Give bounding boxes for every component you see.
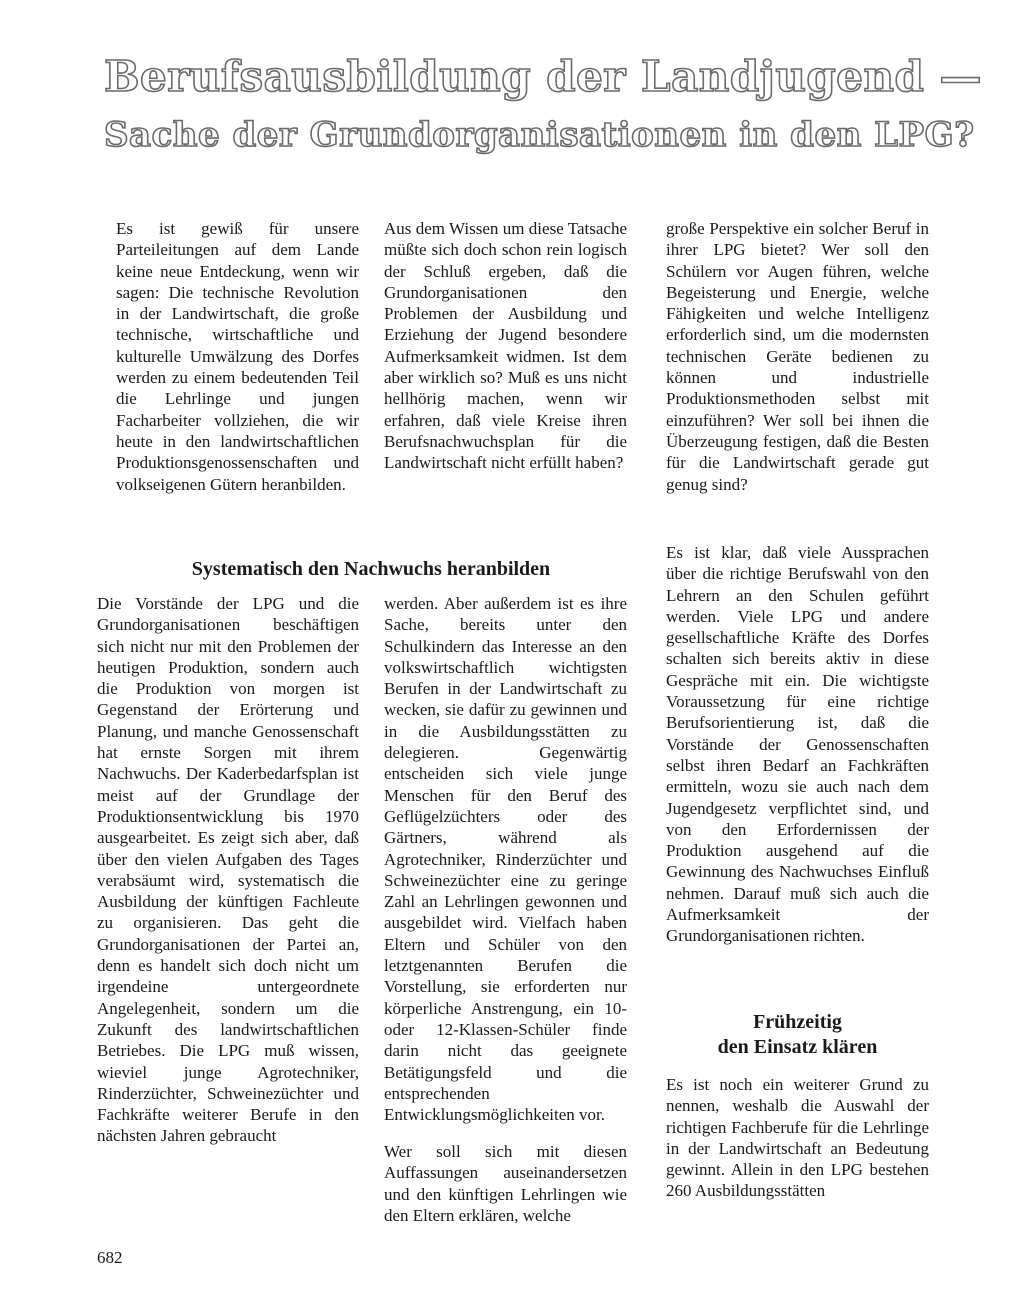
article-title-line-1: Berufsausbildung der Landjugend — [104,52,983,101]
section1-paragraph-col2-second: Wer soll sich mit diesen Auffassungen auseinandersetzen und den künftigen Lehrlingen wie den Eltern erklären, welche [384,1142,627,1225]
section-heading-einsatz [666,1010,929,1060]
section2-paragraph-col3: Es ist noch ein weiterer Grund zu nennen, weshalb die Auswahl der richtigen Fachberufe für die Lehrlinge in der Landwirtschaft an Bedeutung gewinnt. Allein in den LPG bestehen 260 Ausbildungsstätten [666,1075,929,1201]
section-heading-einsatz-line-1: Frühzeitig [753,1011,842,1033]
section1-paragraph-col2: werden. Aber außerdem ist es ihre Sache, bereits unter den Schulkindern das Interesse an den volkswirtschaftlich wichtigsten Berufen in der Landwirtschaft zu wecken, sie dafür zu gewinnen und in die Ausbildungsstätten zu delegieren. Gegenwärtig entscheiden sich viele junge Menschen für den Beruf des Geflügelzüchters oder des Gärtners, während als Agrotechniker, Rinderzüchter und Schweinezüchter eine zu geringe Zahl an Lehrlingen gewonnen und ausgebildet wird. Vielfach haben Eltern und Schüler von den letztgenannten Berufen die Vorstellung, sie erforderten nur körperliche Anstrengung, ein 10- oder 12-Klassen-Schüler finde darin nicht das geeignete Betätigungsfeld und die entsprechenden Entwicklungsmöglichkeiten vor. [384,594,627,1125]
col3-berufsorientierung-paragraph: Es ist klar, daß viele Aussprachen über die richtige Berufswahl von den Lehrern an den Schulen geführt werden. Viele LPG und andere gesellschaftliche Kräfte des Dorfes schalten sich bereits aktiv in diese Gespräche mit ein. Die wichtigste Voraussetzung für eine richtige Berufsorientierung ist, daß die Vorstände der Genossenschaften selbst ihren Bedarf an Fachkräften ermitteln, wozu sie auch nach dem Jugendgesetz verpflichtet sind, und von den Erfordernissen der Produktion ausgehend auf die Gewinnung des Nachwuchses Einfluß nehmen. Darauf muß sich auch die Aufmerksamkeit der Grundorganisationen richten. [666,543,929,946]
section1-paragraph-col1: Die Vorstände der LPG und die Grundorganisationen beschäftigen sich nicht nur mit den Problemen der heutigen Produktion, sondern auch die Produktion von morgen ist Gegenstand der Erörterung und Planung, und manche Genossenschaft hat ernste Sorgen mit ihrem Nachwuchs. Der Kaderbedarfsplan ist meist auf der Grundlage der Produktionsentwicklung bis 1970 ausgearbeitet. Es zeigt sich aber, daß über den vielen Aufgaben des Tages verabsäumt wird, systematisch die Ausbildung der künftigen Fachleute zu organisieren. Das geht die Grundorganisationen der Partei an, denn es handelt sich doch nicht um irgendeine untergeordnete Angelegenheit, sondern um die Zukunft des landwirtschaftlichen Betriebes. Die LPG muß wissen, wieviel junge Agrotechniker, Rinderzüchter, Schweinezüchter und Fachkräfte weiterer Berufe in den nächsten Jahren gebraucht [97,594,359,1146]
page-number: 682 [97,1248,123,1267]
section-heading-nachwuchs: Systematisch den Nachwuchs heranbilden [191,558,551,580]
intro-paragraph-col1: Es ist gewiß für unsere Parteileitungen auf dem Lande keine neue Entdeckung, wenn wir sagen: Die technische Revolution in der Landwirtschaft, die große technische, wirtschaftliche und kulturelle Umwälzung des Dorfes werden zu einem bedeutenden Teil die Lehrlinge und jungen Facharbeiter vollziehen, die wir heute in den landwirtschaftlichen Produktionsgenossenschaften und volkseigenen Gütern heranbilden. [116,219,359,494]
section-heading-einsatz-line-2: den Einsatz klären [717,1036,878,1058]
intro-paragraph-col2: Aus dem Wissen um diese Tatsache müßte sich doch schon rein logisch der Schluß ergeben, daß die Grundorganisationen den Problemen der Ausbildung und Erziehung der Jugend besondere Aufmerksamkeit widmen. Ist dem aber wirklich so? Muß es uns nicht hellhörig machen, wenn wir erfahren, daß viele Kreise ihren Berufsnachwuchsplan für die Landwirtschaft nicht erfüllt haben? [384,219,627,473]
col3-continuation-paragraph: große Perspektive ein solcher Beruf in ihrer LPG bietet? Wer soll den Schülern vor Augen führen, welche Begeisterung und Energie, welche Fähigkeiten und welche Intelligenz erforderlich sind, um die modernsten technischen Geräte bedienen zu können und industrielle Produktionsmethoden selbst mit einzuführen? Wer soll bei ihnen die Überzeugung festigen, daß die Besten für die Landwirtschaft gerade gut genug sind? [666,219,929,494]
article-title-line-2: Sache der Grundorganisationen in den LPG? [104,115,975,155]
